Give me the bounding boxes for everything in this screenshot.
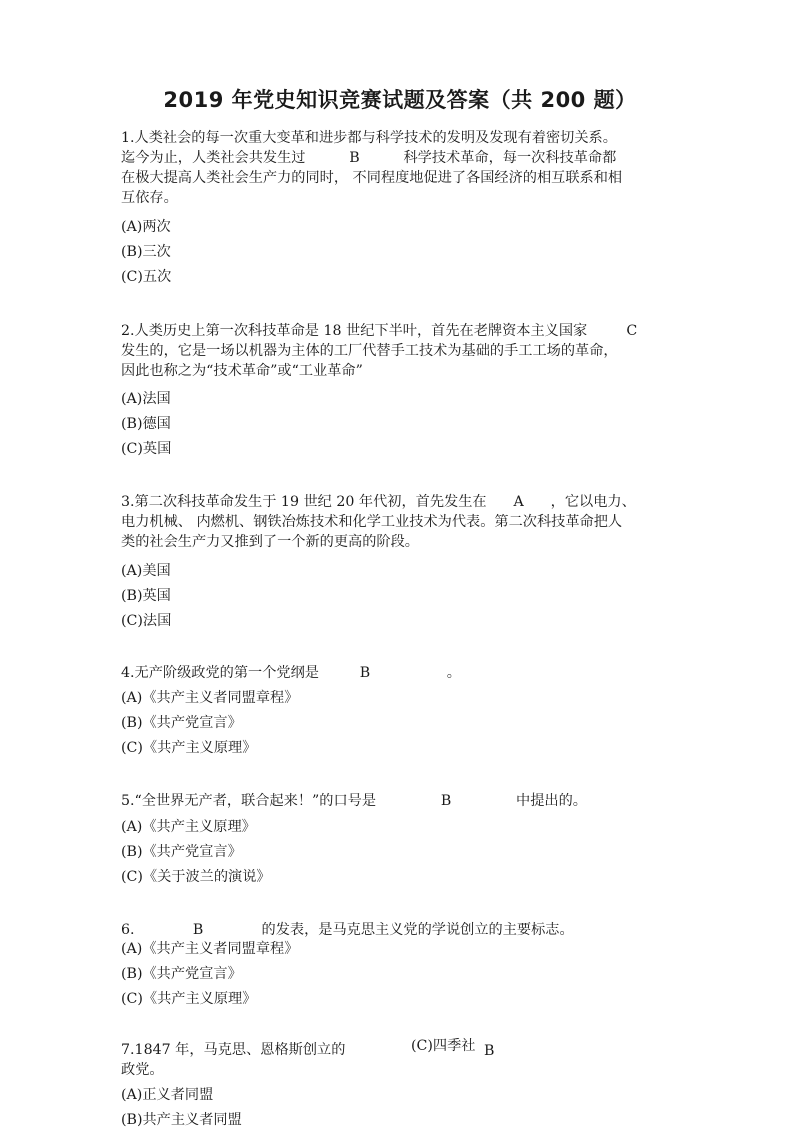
question-7-option-a: (A)正义者同盟 [121,1087,214,1103]
question-2-answer: C [626,323,638,339]
question-6-answer: B [192,922,204,938]
question-7-line-2: 政党。 [121,1062,164,1078]
question-3-line-1: 3.第二次科技革命发生于 19 世纪 20 年代初，首先发生在 A ，它以电力、 [121,494,636,510]
question-6 [121,920,691,940]
question-3-answer: A [513,494,524,510]
question-7-answer: B [484,1043,495,1059]
question-7-option-c: (C)四季社 [411,1038,476,1054]
question-4-line-1: 4.无产阶级政党的第一个党纲是 B 。 [121,665,461,681]
question-4-answer: B [359,665,371,681]
question-3-option-c: (C)法国 [121,613,172,629]
question-4-option-c: (C)《共产主义原理》 [121,740,257,756]
question-1 [121,128,691,208]
question-6-option-a: (A)《共产主义者同盟章程》 [121,941,299,957]
question-3-option-b: (B)英国 [121,588,171,604]
question-5-option-c: (C)《关于波兰的演说》 [121,869,271,885]
question-1-option-a: (A)两次 [121,219,171,235]
question-1-line-4: 互依存。 [121,190,178,206]
question-5-line-1: 5.“全世界无产者，联合起来！”的口号是 B 中提出的。 [121,793,587,809]
question-2-line-3: 因此也称之为“技术革命”或“工业革命” [121,363,363,379]
question-7-line-1: 7.1847 年，马克思、恩格斯创立的 [121,1042,346,1058]
question-5-answer: B [440,793,452,809]
question-4 [121,663,691,683]
question-5-option-b: (B)《共产党宣言》 [121,844,242,860]
question-4-option-b: (B)《共产党宣言》 [121,715,242,731]
question-5-option-a: (A)《共产主义原理》 [121,819,256,835]
question-6-line-1: 6. B 的发表，是马克思主义党的学说创立的主要标志。 [121,922,574,938]
question-3 [121,492,691,552]
question-3-line-3: 类的社会生产力又推到了一个新的更高的阶段。 [121,534,419,550]
question-5 [121,791,691,811]
question-3-option-a: (A)美国 [121,563,171,579]
question-1-answer: B [349,150,360,166]
question-3-line-2: 电力机械、 内燃机、钢铁冶炼技术和化学工业技术为代表。第二次科技革命把人 [121,514,623,530]
question-2 [121,321,691,381]
page-title: 2019 年党史知识竞赛试题及答案（共 200 题） [163,88,637,112]
question-6-option-c: (C)《共产主义原理》 [121,991,257,1007]
question-1-option-c: (C)五次 [121,269,172,285]
question-7 [121,1040,691,1080]
question-2-option-b: (B)德国 [121,416,171,432]
question-2-option-a: (A)法国 [121,391,171,407]
question-6-option-b: (B)《共产党宣言》 [121,966,242,982]
question-1-option-b: (B)三次 [121,244,171,260]
question-1-line-3: 在极大提高人类社会生产力的同时， 不同程度地促进了各国经济的相互联系和相 [121,170,623,186]
question-2-line-2: 发生的，它是一场以机器为主体的工厂代替手工技术为基础的手工工场的革命， [121,343,618,359]
question-4-option-a: (A)《共产主义者同盟章程》 [121,690,299,706]
question-2-option-c: (C)英国 [121,441,172,457]
question-1-line-2: 迄今为止，人类社会共发生过 B 科学技术革命，每一次科技革命都 [121,150,617,166]
question-2-line-1: 2.人类历史上第一次科技革命是 18 世纪下半叶，首先在老牌资本主义国家 C [121,323,638,339]
question-1-line-1: 1.人类社会的每一次重大变革和进步都与科学技术的发明及发现有着密切关系。 [121,130,617,146]
question-7-option-b: (B)共产主义者同盟 [121,1112,242,1128]
